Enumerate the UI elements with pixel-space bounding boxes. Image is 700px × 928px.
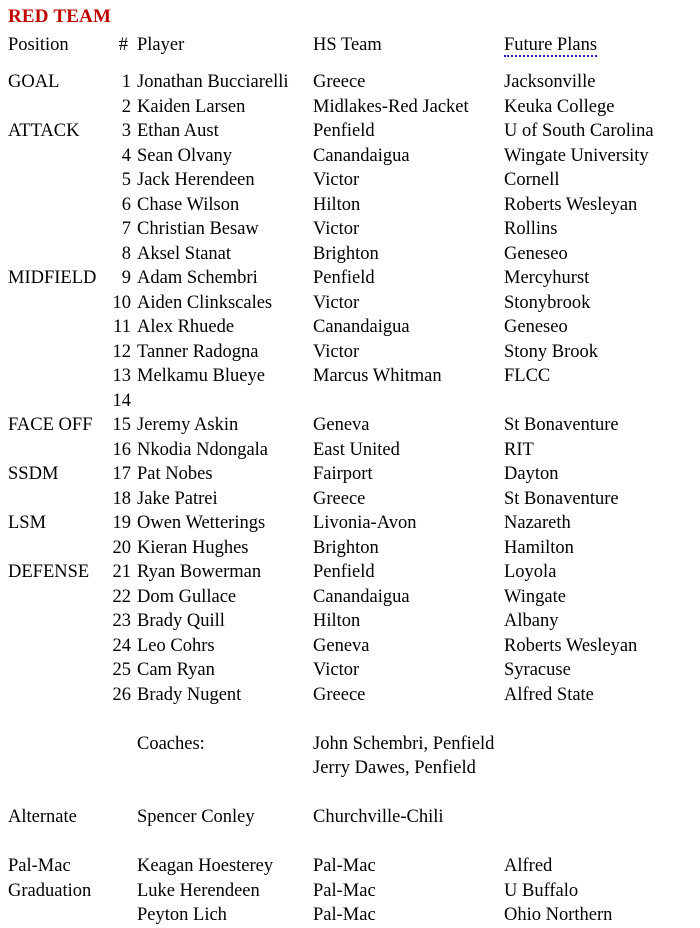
cell-player: Jeremy Askin xyxy=(137,415,239,435)
cell-hs-team: Brighton xyxy=(313,243,379,264)
table-row xyxy=(0,242,700,267)
cell-position: DEFENSE xyxy=(8,562,90,582)
cell-hs-team: Brighton xyxy=(313,537,379,558)
cell-position: SSDM xyxy=(8,464,59,484)
cell-future-plans: Hamilton xyxy=(504,537,574,558)
table-row xyxy=(0,119,700,144)
cell-position: GOAL xyxy=(8,72,60,92)
cell-future-plans: Mercyhurst xyxy=(504,268,590,288)
cell-player: Chase Wilson xyxy=(137,194,240,215)
cell-position: ATTACK xyxy=(8,121,80,141)
cell-hs-team: Geneva xyxy=(313,415,370,435)
cell-hs-team: Canandaigua xyxy=(313,145,410,166)
cell-number: 13 xyxy=(112,366,131,386)
cell-number: 12 xyxy=(112,341,131,362)
cell-hs-team: Penfield xyxy=(313,121,375,141)
cell-player: Jonathan Bucciarelli xyxy=(137,72,289,92)
coach-name: Jerry Dawes, Penfield xyxy=(313,758,476,778)
cell-future-plans: Cornell xyxy=(504,170,560,190)
cell-number: 4 xyxy=(121,145,131,166)
cell-hs-team: Midlakes-Red Jacket xyxy=(313,96,469,117)
alternate-label: Alternate xyxy=(8,807,77,827)
cell-number: 11 xyxy=(113,317,131,337)
cell-player: Brady Nugent xyxy=(137,684,242,705)
cell-hs-team: Greece xyxy=(313,684,366,705)
cell-number: 21 xyxy=(112,562,131,582)
table-row xyxy=(0,168,700,193)
alternate-row xyxy=(0,805,700,830)
column-header-future-plans-text: Future Plans xyxy=(504,35,598,55)
cell-number: 2 xyxy=(121,96,131,117)
cell-player: Ethan Aust xyxy=(137,121,219,141)
cell-number: 1 xyxy=(121,72,131,92)
table-row xyxy=(0,70,700,95)
cell-future-plans: Wingate University xyxy=(504,145,649,166)
coaches-label: Coaches: xyxy=(137,733,205,754)
pal-mac-future-plans: Ohio Northern xyxy=(504,905,613,925)
cell-number: 17 xyxy=(112,464,131,484)
cell-number: 10 xyxy=(112,292,131,313)
cell-number: 18 xyxy=(112,488,131,509)
pal-mac-label: Pal-Mac xyxy=(8,856,71,876)
cell-position: MIDFIELD xyxy=(8,268,97,288)
cell-hs-team: Fairport xyxy=(313,464,373,484)
cell-number: 20 xyxy=(112,537,131,558)
column-header-future-plans xyxy=(504,33,700,58)
cell-future-plans: Roberts Wesleyan xyxy=(504,635,638,656)
table-row xyxy=(0,634,700,659)
cell-number: 22 xyxy=(112,586,131,607)
cell-player: Owen Wetterings xyxy=(137,513,266,533)
cell-position: FACE OFF xyxy=(8,415,93,435)
cell-future-plans: St Bonaventure xyxy=(504,488,619,509)
cell-player: Nkodia Ndongala xyxy=(137,439,269,460)
cell-number: 15 xyxy=(112,415,131,435)
table-row xyxy=(0,438,700,463)
coaches-row xyxy=(0,732,700,757)
table-row xyxy=(0,560,700,585)
coach-name: John Schembri, Penfield xyxy=(313,733,495,754)
cell-player: Cam Ryan xyxy=(137,660,215,680)
column-header-position: Position xyxy=(8,35,69,55)
cell-future-plans: Roberts Wesleyan xyxy=(504,194,638,215)
cell-future-plans: U of South Carolina xyxy=(504,121,654,141)
cell-number: 19 xyxy=(112,513,131,533)
cell-hs-team: Marcus Whitman xyxy=(313,366,442,386)
cell-hs-team: Greece xyxy=(313,488,366,509)
cell-future-plans: Stony Brook xyxy=(504,341,599,362)
cell-player: Adam Schembri xyxy=(137,268,258,288)
table-row xyxy=(0,683,700,708)
table-row xyxy=(0,511,700,536)
cell-player: Alex Rhuede xyxy=(137,317,235,337)
pal-mac-player: Luke Herendeen xyxy=(137,880,260,901)
pal-mac-hs-team: Pal-Mac xyxy=(313,905,376,925)
cell-hs-team: Victor xyxy=(313,292,360,313)
pal-mac-future-plans: Alfred xyxy=(504,856,553,876)
cell-future-plans: Loyola xyxy=(504,562,557,582)
coaches-row xyxy=(0,756,700,781)
table-row xyxy=(0,193,700,218)
cell-number: 5 xyxy=(121,170,131,190)
table-row xyxy=(0,462,700,487)
column-header-hs-team: HS Team xyxy=(313,35,382,55)
cell-future-plans: RIT xyxy=(504,439,534,460)
cell-player: Aksel Stanat xyxy=(137,243,232,264)
column-header-player: Player xyxy=(137,35,185,55)
cell-hs-team: Victor xyxy=(313,170,360,190)
cell-number: 8 xyxy=(121,243,131,264)
pal-mac-player: Peyton Lich xyxy=(137,905,227,925)
cell-number: 16 xyxy=(112,439,131,460)
cell-future-plans: Stonybrook xyxy=(504,292,591,313)
column-header-number: # xyxy=(118,35,128,55)
cell-hs-team: Canandaigua xyxy=(313,317,410,337)
cell-hs-team: Hilton xyxy=(313,194,361,215)
cell-player: Sean Olvany xyxy=(137,145,233,166)
pal-mac-hs-team: Pal-Mac xyxy=(313,880,376,901)
pal-mac-hs-team: Pal-Mac xyxy=(313,856,376,876)
cell-future-plans: Geneseo xyxy=(504,317,568,337)
cell-player: Aiden Clinkscales xyxy=(137,292,273,313)
cell-player: Pat Nobes xyxy=(137,464,213,484)
table-row xyxy=(0,315,700,340)
cell-number: 25 xyxy=(112,660,131,680)
pal-mac-row xyxy=(0,903,700,928)
alternate-player: Spencer Conley xyxy=(137,807,255,827)
cell-future-plans: Syracuse xyxy=(504,660,571,680)
table-row xyxy=(0,585,700,610)
pal-mac-row xyxy=(0,879,700,904)
cell-number: 7 xyxy=(121,219,131,239)
cell-player: Melkamu Blueye xyxy=(137,366,265,386)
cell-player: Ryan Bowerman xyxy=(137,562,262,582)
table-row xyxy=(0,144,700,169)
cell-hs-team: Victor xyxy=(313,219,360,239)
pal-mac-label: Graduation xyxy=(8,880,92,901)
cell-player: Kieran Hughes xyxy=(137,537,249,558)
table-row xyxy=(0,658,700,683)
table-row xyxy=(0,95,700,120)
cell-number: 9 xyxy=(121,268,131,288)
table-row xyxy=(0,536,700,561)
cell-future-plans: Alfred State xyxy=(504,684,594,705)
cell-future-plans: Nazareth xyxy=(504,513,571,533)
cell-hs-team: Livonia-Avon xyxy=(313,513,417,533)
table-row xyxy=(0,340,700,365)
page-title: RED TEAM xyxy=(8,6,112,27)
table-header-row xyxy=(0,33,700,58)
cell-future-plans: Keuka College xyxy=(504,96,615,117)
cell-player: Dom Gullace xyxy=(137,586,237,607)
alternate-hs-team: Churchville-Chili xyxy=(313,807,444,827)
cell-future-plans: Jacksonville xyxy=(504,72,596,92)
cell-player: Jake Patrei xyxy=(137,488,218,509)
cell-hs-team: Victor xyxy=(313,341,360,362)
cell-hs-team: Hilton xyxy=(313,611,361,631)
cell-number: 26 xyxy=(112,684,131,705)
cell-number: 23 xyxy=(112,611,131,631)
cell-future-plans: Dayton xyxy=(504,464,559,484)
pal-mac-row xyxy=(0,854,700,879)
cell-player: Tanner Radogna xyxy=(137,341,259,362)
table-row xyxy=(0,389,700,414)
cell-hs-team: Geneva xyxy=(313,635,370,656)
cell-player: Leo Cohrs xyxy=(137,635,215,656)
cell-future-plans: Rollins xyxy=(504,219,558,239)
cell-hs-team: East United xyxy=(313,439,400,460)
cell-player: Kaiden Larsen xyxy=(137,96,246,117)
cell-hs-team: Canandaigua xyxy=(313,586,410,607)
cell-number: 14 xyxy=(112,390,131,411)
table-row xyxy=(0,487,700,512)
cell-number: 6 xyxy=(121,194,131,215)
cell-number: 24 xyxy=(112,635,131,656)
cell-hs-team: Greece xyxy=(313,72,366,92)
cell-hs-team: Penfield xyxy=(313,268,375,288)
table-row xyxy=(0,609,700,634)
cell-position: LSM xyxy=(8,513,47,533)
table-row xyxy=(0,266,700,291)
table-row xyxy=(0,217,700,242)
table-row xyxy=(0,291,700,316)
cell-future-plans: FLCC xyxy=(504,366,551,386)
cell-player: Jack Herendeen xyxy=(137,170,255,190)
cell-hs-team: Penfield xyxy=(313,562,375,582)
cell-number: 3 xyxy=(121,121,131,141)
cell-hs-team: Victor xyxy=(313,660,360,680)
cell-player: Christian Besaw xyxy=(137,219,259,239)
pal-mac-player: Keagan Hoesterey xyxy=(137,856,274,876)
cell-future-plans: Albany xyxy=(504,611,559,631)
table-row xyxy=(0,413,700,438)
table-row xyxy=(0,364,700,389)
cell-future-plans: Geneseo xyxy=(504,243,568,264)
pal-mac-future-plans: U Buffalo xyxy=(504,880,579,901)
cell-player: Brady Quill xyxy=(137,611,225,631)
cell-future-plans: St Bonaventure xyxy=(504,415,619,435)
cell-future-plans: Wingate xyxy=(504,586,566,607)
